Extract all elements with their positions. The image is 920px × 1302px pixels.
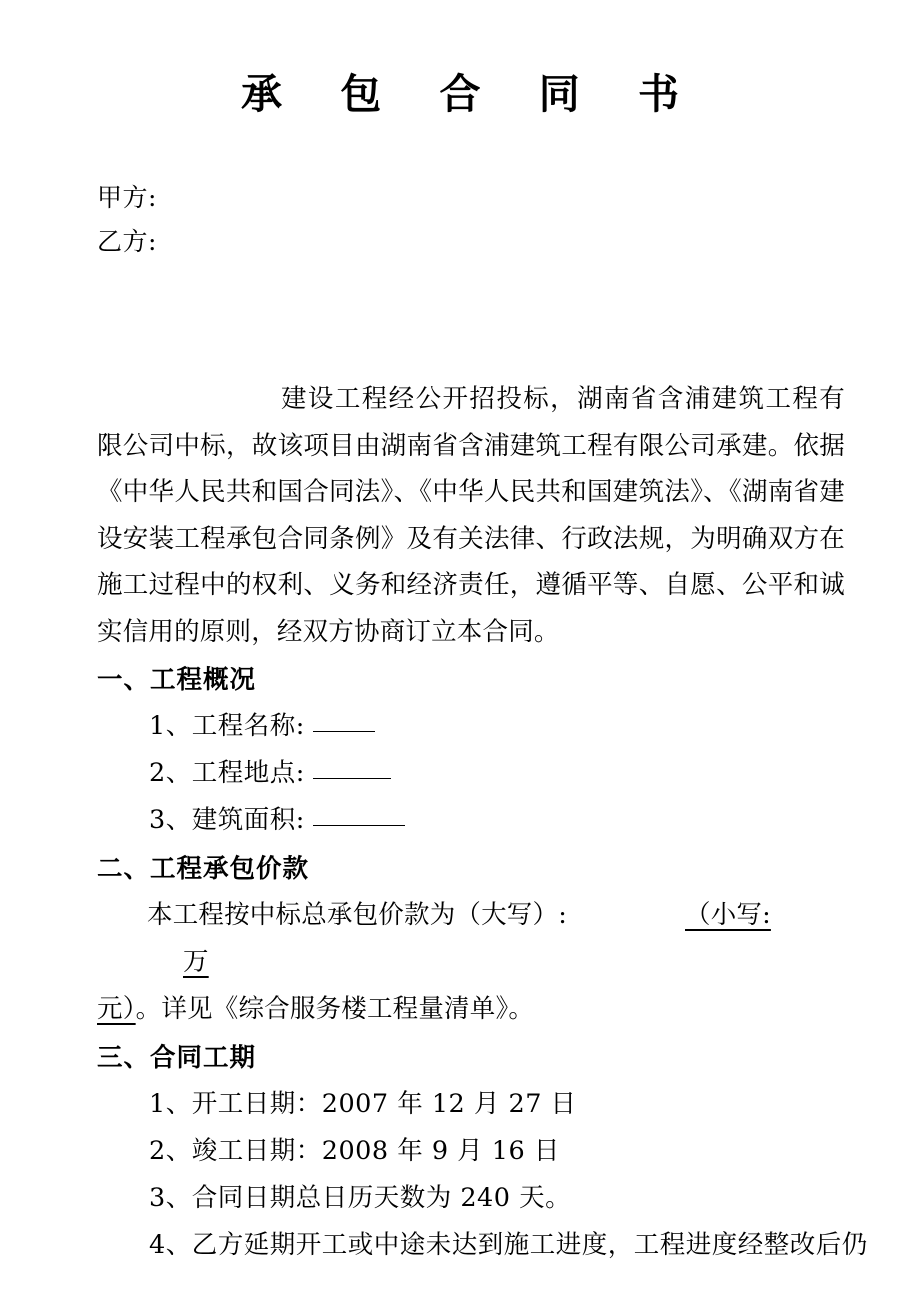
list-item-start-date: 1、开工日期：2007 年 12 月 27 日 xyxy=(149,1089,577,1119)
list-item-delay-clause: 4、乙方延期开工或中途未达到施工进度，工程进度经整改后仍 xyxy=(149,1230,868,1260)
list-item xyxy=(97,750,845,797)
list-item xyxy=(97,797,845,844)
section-heading-2: 二、工程承包价款 xyxy=(97,854,310,884)
page-title: 承 包 合 同 书 xyxy=(240,70,702,118)
section-heading-3: 三、合同工期 xyxy=(97,1043,257,1073)
section-heading-1: 一、工程概况 xyxy=(97,665,257,695)
party-field-jiafang: 甲方: xyxy=(97,183,157,212)
blank-field-project-location[interactable] xyxy=(313,758,391,779)
document-body xyxy=(97,176,868,1269)
item-label-building-area: 3、建筑面积: xyxy=(149,805,305,835)
preamble-paragraph: 建设工程经公开招投标，湖南省含浦建筑工程有限公司中标，故该项目由湖南省含浦建筑工程有限公司承建。依据《中华人民共和国合同法》、《中华人民共和国建筑法》、《湖南省建设安装工程承包合同条例》及有关法律、行政法规，为明确双方在施工过程中的权利、义务和经济责任，遵循平等、自愿、公平和诚实信用的原则，经双方协商订立本合同。 xyxy=(97,384,845,647)
list-item-completion-date: 2、竣工日期：2008 年 9 月 16 日 xyxy=(149,1136,560,1166)
price-reference-text: 。详见《综合服务楼工程量清单》。 xyxy=(135,994,535,1024)
list-item-total-days: 3、合同日期总日历天数为 240 天。 xyxy=(149,1183,572,1213)
price-unit-wan: 万 xyxy=(183,947,209,977)
list-item xyxy=(97,703,845,750)
price-lead-label: 本工程按中标总承包价款为（大写）: xyxy=(147,900,567,930)
price-unit-yuan: 元） xyxy=(97,994,136,1024)
blank-field-building-area[interactable] xyxy=(313,805,405,826)
party-field-yifang: 乙方: xyxy=(97,227,157,256)
price-small-label: （小写: xyxy=(685,900,771,930)
blank-field-project-name[interactable] xyxy=(313,711,375,732)
item-label-project-location: 2、工程地点: xyxy=(149,758,305,788)
item-label-project-name: 1、工程名称: xyxy=(149,711,305,741)
contract-price-paragraph xyxy=(97,892,845,986)
contract-price-paragraph-cont xyxy=(97,986,845,1033)
signature-gap xyxy=(97,264,845,376)
